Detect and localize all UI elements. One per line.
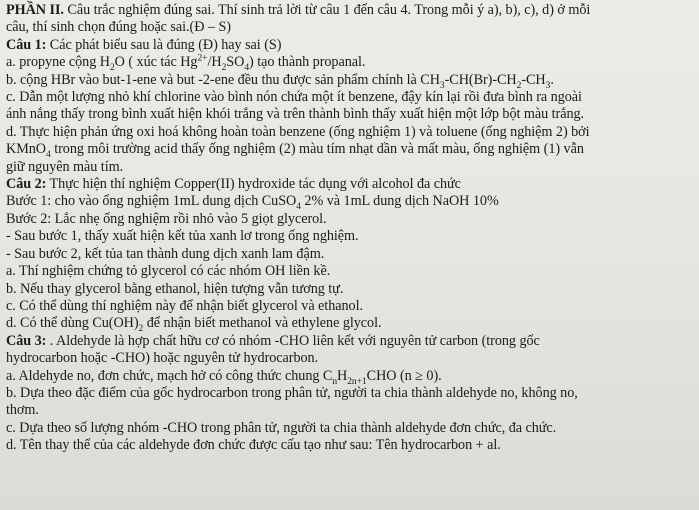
q1-option-c-line1: c. Dẫn một lượng nhỏ khí chlorine vào bình nón chứa một ít benzene, đậy kín lại rồi đưa bình ra ngoài xyxy=(6,89,582,106)
q3-option-b-line2: thơm. xyxy=(6,402,39,419)
q3-option-d: d. Tên thay thế của các aldehyde đơn chức được cấu tạo như sau: Tên hydrocarbon + al. xyxy=(6,437,501,454)
q2-option-c: c. Có thể dùng thí nghiệm này để nhận biết glycerol và ethanol. xyxy=(6,297,363,314)
section-intro-line2: câu, thí sinh chọn đúng hoặc sai.(Đ – S) xyxy=(6,19,231,36)
q1-option-c-line2: ánh nắng thấy trong bình xuất hiện khói trắng và trên thành bình thấy xuất hiện một lớp bột màu trắng. xyxy=(6,106,585,123)
q2-observation2: - Sau bước 2, kết tủa tan thành dung dịch xanh lam đậm. xyxy=(6,245,325,262)
q2-text: Thực hiện thí nghiệm Copper(II) hydroxide tác dụng với alcohol đa chức xyxy=(46,176,461,193)
q2-step1: Bước 1: cho vào ống nghiệm 1mL dung dịch CuSO$_4$ 2% và 1mL dung dịch NaOH 10% xyxy=(6,193,499,213)
q3-option-b-line1: b. Dựa theo đặc điểm của gốc hydrocarbon trong phân tử, người ta chia thành aldehyde no, không no, xyxy=(6,384,578,401)
q1-heading xyxy=(6,37,693,54)
q2-option-a: a. Thí nghiệm chứng tỏ glycerol có các nhóm OH liền kề. xyxy=(6,263,331,280)
q2-option-d: d. Có thể dùng $Cu(OH)_2$ để nhận biết methanol và ethylene glycol. xyxy=(6,315,382,335)
q1-option-a: a. propyne cộng $H_2O$ ( xúc tác $Hg^{2+}/H_2SO_4$) tạo thành propanal. xyxy=(6,53,366,74)
q1-option-d-line3: giữ nguyên màu tím. xyxy=(6,158,124,175)
q3-option-a: a. Aldehyde no, đơn chức, mạch hở có công thức chung $C_nH_{2n+1}CHO$ (n ≥ 0). xyxy=(6,367,442,387)
q3-text: . Aldehyde là hợp chất hữu cơ có nhóm -CHO liên kết với nguyên tử carbon (trong gốc xyxy=(46,332,540,349)
q1-label: Câu 1: xyxy=(6,36,47,53)
q2-label: Câu 2: xyxy=(6,176,47,193)
q3-heading xyxy=(6,333,693,350)
q2-step2: Bước 2: Lắc nhẹ ống nghiệm rồi nhỏ vào 5 giọt glycerol. xyxy=(6,210,327,227)
q2-option-b: b. Nếu thay glycerol bằng ethanol, hiện tượng vẫn tương tự. xyxy=(6,280,344,297)
q1-option-b: b. cộng HBr vào but-1-ene và but -2-ene đều thu được sản phẩm chính là $CH_3-CH(Br)-CH_2-CH_3$. xyxy=(6,71,554,91)
q2-observation1: - Sau bước 1, thấy xuất hiện kết tủa xanh lơ trong ống nghiệm. xyxy=(6,228,359,245)
section-title: PHẦN II. xyxy=(6,2,64,18)
q2-heading xyxy=(6,176,693,193)
q1-text: Các phát biểu sau là đúng (Đ) hay sai (S) xyxy=(46,36,282,53)
section-intro-line1 xyxy=(6,2,693,19)
q3-label: Câu 3: xyxy=(6,332,47,349)
q1-option-d-line1: d. Thực hiện phản ứng oxi hoá không hoàn toàn benzene (ống nghiệm 1) và toluene (ống nghiệm 2) bởi xyxy=(6,123,590,140)
q3-option-c: c. Dựa theo số lượng nhóm -CHO trong phân tử, người ta chia thành aldehyde đơn chức, đa chức. xyxy=(6,419,557,436)
q3-text-line2: hydrocarbon hoặc -CHO) hoặc nguyên tử hydrocarbon. xyxy=(6,350,319,367)
section-intro-text: Câu trắc nghiệm đúng sai. Thí sinh trả lời từ câu 1 đến câu 4. Trong mỗi ý a), b), c), d) ở mỗi xyxy=(63,2,591,18)
q1-option-d-line2: KMnO$_4$ trong môi trường acid thấy ống nghiệm (2) màu tím nhạt dần và mất màu, ống nghiệm (1) vẫn xyxy=(6,141,584,161)
